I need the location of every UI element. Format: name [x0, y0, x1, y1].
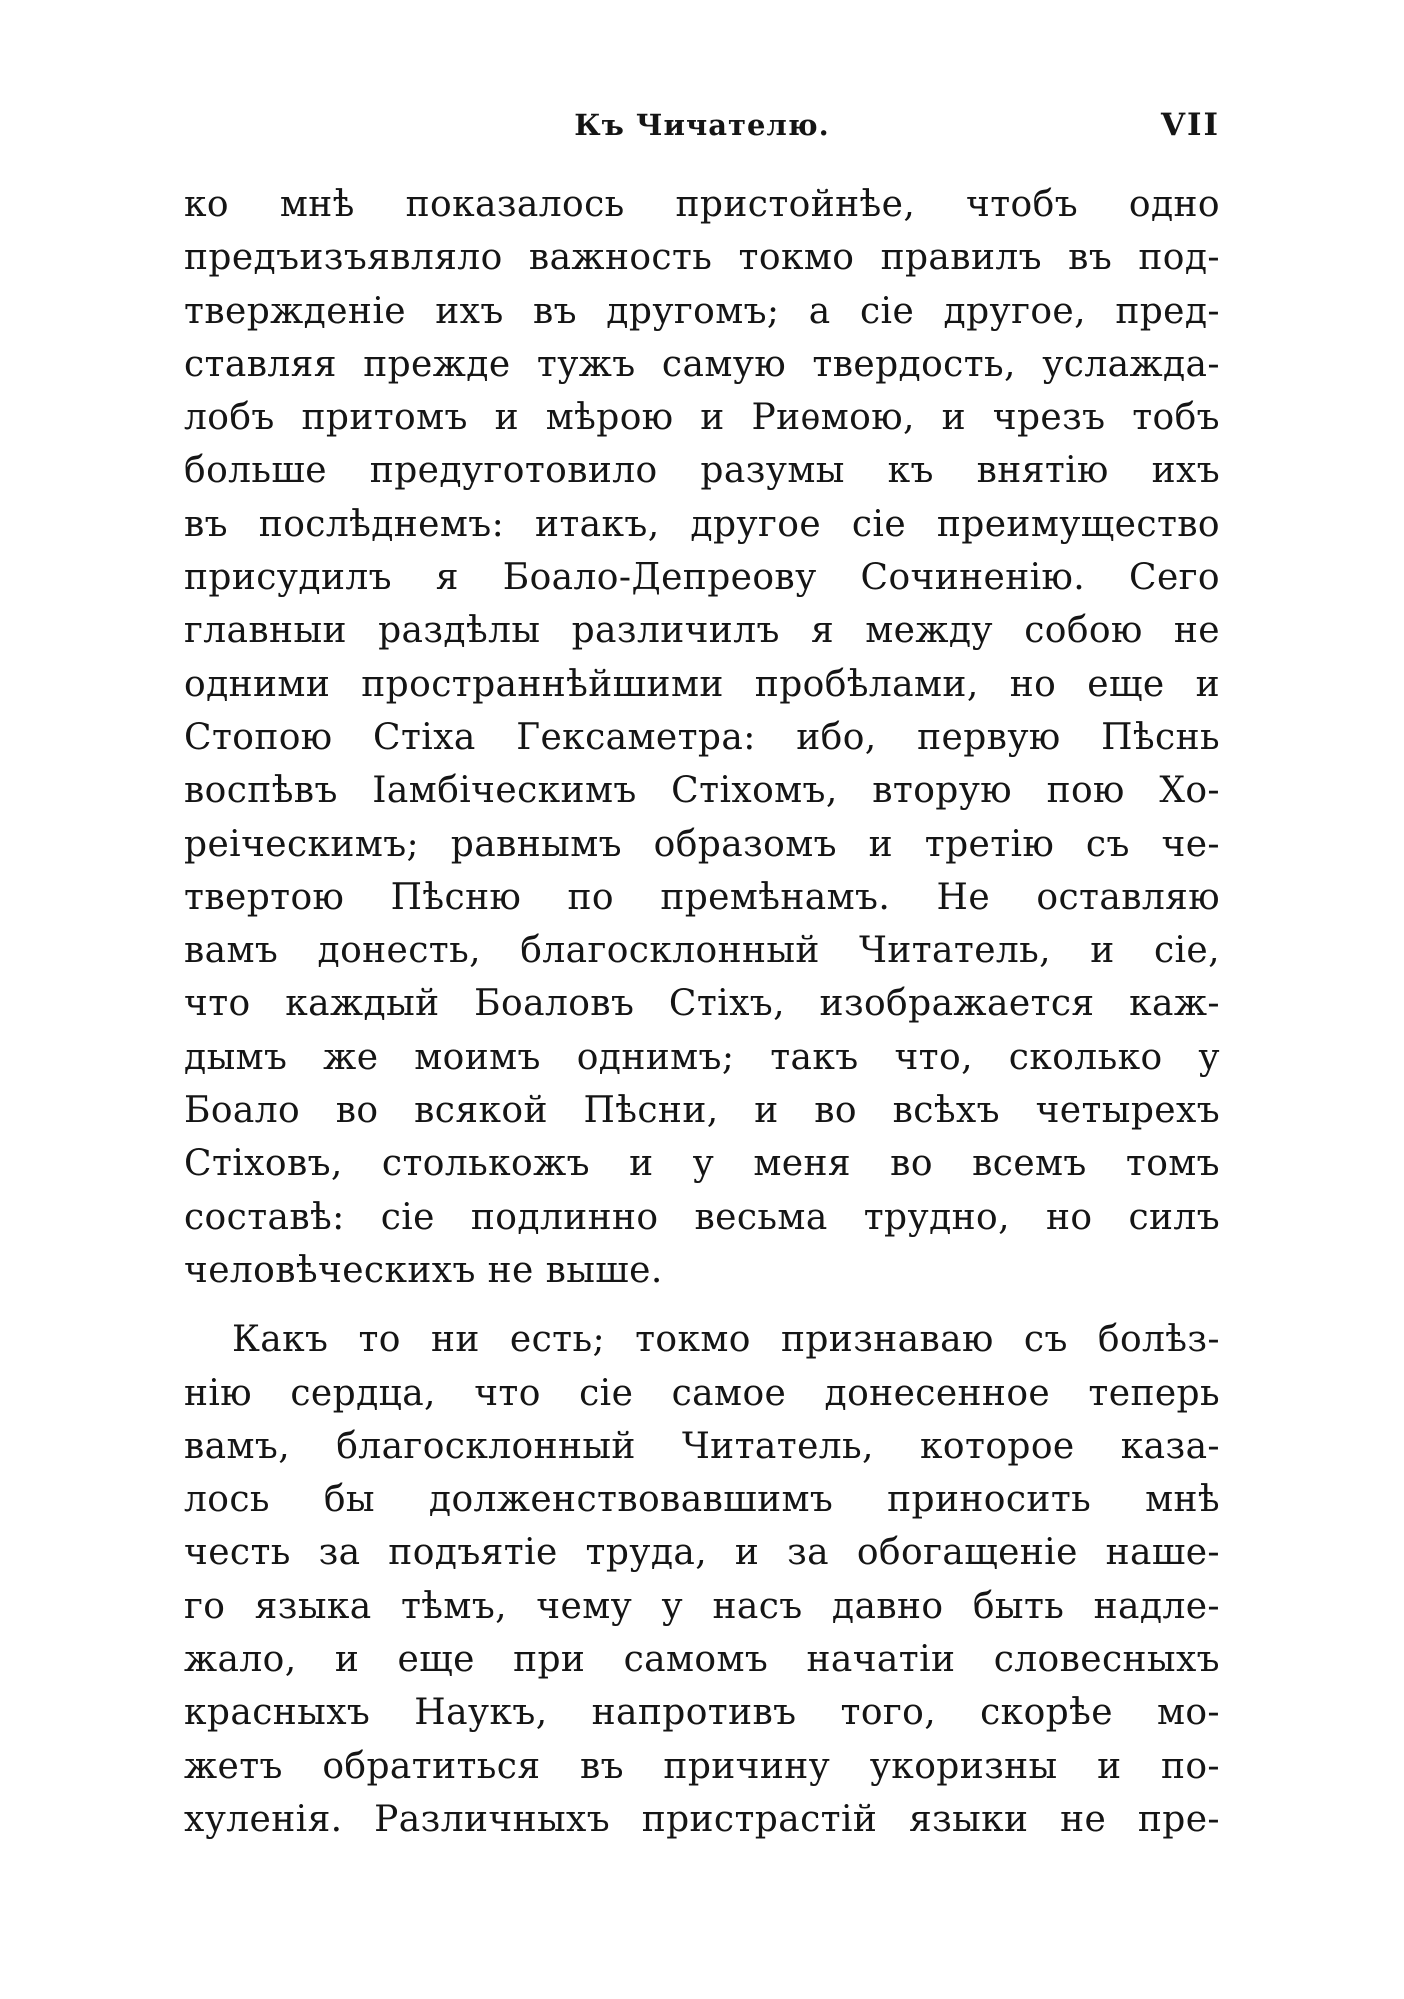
text-line: составѣ: сіе подлинно весьма трудно, но силъ [184, 1196, 1220, 1238]
text-line: Боало во всякой Пѣсни, и во всѣхъ четырехъ [184, 1090, 1220, 1132]
text-line: хуленія. Различныхъ пристрастій языки не пре- [184, 1798, 1220, 1840]
running-title: Къ Чичателю. [574, 108, 830, 142]
text-line: Какъ то ни есть; токмо признаваю съ болѣз- [232, 1319, 1220, 1361]
text-line: больше предуготовило разумы къ внятію ихъ [184, 450, 1220, 492]
text-line: что каждый Боаловъ Стіхъ, изображается каж- [184, 983, 1220, 1025]
text-line: вамъ, благосклонный Читатель, которое каза- [184, 1425, 1220, 1467]
text-line: предъизъявляло важность токмо правилъ въ под- [184, 237, 1220, 279]
text-line: ко мнѣ показалось пристойнѣе, чтобъ одно [184, 184, 1220, 225]
text-line: присудилъ я Боало-Депреову Сочиненію. Сего [184, 557, 1220, 599]
text-line: реіческимъ; равнымъ образомъ и третію съ че- [184, 823, 1220, 865]
text-line: го языка тѣмъ, чему у насъ давно быть надле- [184, 1585, 1220, 1627]
text-line: нію сердца, что сіе самое донесенное теперь [184, 1372, 1220, 1414]
page-number: VII [1160, 107, 1220, 143]
text-line: лось бы долженствовавшимъ приносить мнѣ [184, 1479, 1220, 1521]
text-line: Стопою Стіха Гексаметра: ибо, первую Пѣснь [184, 716, 1220, 758]
text-line: лобъ притомъ и мѣрою и Риѳмою, и чрезъ тобъ [184, 397, 1220, 439]
text-line: въ послѣднемъ: итакъ, другое сіе преимущество [184, 503, 1220, 545]
text-line: честь за подъятіе труда, и за обогащеніе наше- [184, 1532, 1220, 1574]
text-line: главныи раздѣлы различилъ я между собою не [184, 610, 1220, 652]
text-line: жетъ обратиться въ причину укоризны и по- [184, 1745, 1220, 1787]
text-line: одними пространнѣйшими пробѣлами, но еще и [184, 663, 1220, 705]
text-line: Стіховъ, столькожъ и у меня во всемъ томъ [184, 1143, 1220, 1185]
text-line: жало, и еще при самомъ начатіи словесныхъ [184, 1639, 1220, 1681]
running-header [184, 100, 1220, 150]
text-line: твертою Пѣсню по премѣнамъ. Не оставляю [184, 876, 1220, 918]
text-line: ставляя прежде тужъ самую твердость, услажда- [184, 343, 1220, 385]
text-line: вамъ донесть, благосклонный Читатель, и сіе, [184, 930, 1220, 972]
text-line: дымъ же моимъ однимъ; такъ что, сколько у [184, 1036, 1220, 1078]
body-text [184, 178, 1220, 1846]
text-line: красныхъ Наукъ, напротивъ того, скорѣе мо- [184, 1692, 1220, 1734]
paragraph-1 [184, 178, 1220, 1297]
text-line: твержденіе ихъ въ другомъ; а сіе другое, пред- [184, 290, 1220, 332]
paragraph-2 [184, 1313, 1220, 1846]
text-line: человѣческихъ не выше. [184, 1249, 663, 1291]
text-line: воспѣвъ Іамбіческимъ Стіхомъ, вторую пою Хо- [184, 770, 1220, 812]
paragraph-gap [184, 1297, 1220, 1313]
